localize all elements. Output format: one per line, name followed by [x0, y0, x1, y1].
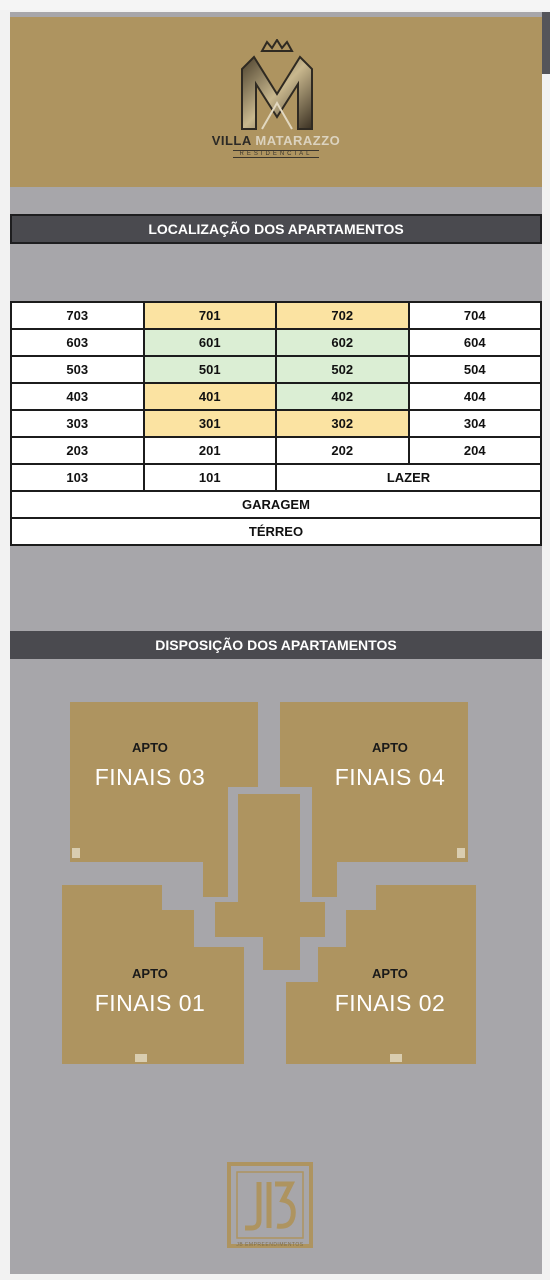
- garage-cell: GARAGEM: [11, 491, 541, 518]
- grid-cell: 702: [276, 302, 409, 329]
- unit-label-apto: APTO: [372, 966, 408, 981]
- unit-finais-04-shape: [280, 702, 468, 897]
- grid-cell: 701: [144, 302, 277, 329]
- grid-cell: 603: [11, 329, 144, 356]
- layout-section-title: DISPOSIÇÃO DOS APARTAMENTOS: [10, 631, 542, 659]
- unit-label-finais: FINAIS 01: [94, 990, 206, 1016]
- grid-cell: 302: [276, 410, 409, 437]
- grid-cell: 703: [11, 302, 144, 329]
- top-strip: [0, 0, 550, 10]
- grid-cell: 504: [409, 356, 542, 383]
- grid-cell: 503: [11, 356, 144, 383]
- grid-cell: 301: [144, 410, 277, 437]
- central-hall-shape: [215, 794, 325, 970]
- unit-label-finais: FINAIS 03: [94, 764, 206, 790]
- floor-plan-drawing: [10, 12, 542, 1274]
- grid-cell: 502: [276, 356, 409, 383]
- grid-cell: 604: [409, 329, 542, 356]
- grid-cell: 203: [11, 437, 144, 464]
- grid-cell: 403: [11, 383, 144, 410]
- unit-label-apto: APTO: [132, 966, 168, 981]
- grid-cell: 602: [276, 329, 409, 356]
- grid-cell: 103: [11, 464, 144, 491]
- ground-floor-cell: TÉRREO: [11, 518, 541, 545]
- grid-cell: 404: [409, 383, 542, 410]
- unit-label-apto: APTO: [132, 740, 168, 755]
- grid-cell: 304: [409, 410, 542, 437]
- grid-cell: 202: [276, 437, 409, 464]
- brand-name: VILLA MATARAZZO: [211, 133, 341, 148]
- unit-label-apto: APTO: [372, 740, 408, 755]
- brand-subtitle: RESIDENCIAL: [10, 151, 542, 157]
- location-section-title: LOCALIZAÇÃO DOS APARTAMENTOS: [10, 214, 542, 244]
- footer-caption: JB EMPREENDIMENTOS: [236, 1242, 304, 1248]
- grid-cell: 201: [144, 437, 277, 464]
- grid-cell: 401: [144, 383, 277, 410]
- grid-cell: 204: [409, 437, 542, 464]
- leisure-cell: LAZER: [276, 464, 541, 491]
- grid-cell: 601: [144, 329, 277, 356]
- unit-label-finais: FINAIS 02: [334, 990, 446, 1016]
- unit-label-finais: FINAIS 04: [334, 764, 446, 790]
- grid-cell: 101: [144, 464, 277, 491]
- grid-cell: 704: [409, 302, 542, 329]
- grid-cell: 303: [11, 410, 144, 437]
- grid-cell: 402: [276, 383, 409, 410]
- unit-finais-03-shape: [70, 702, 258, 897]
- scroll-indicator[interactable]: [542, 12, 550, 74]
- grid-cell: 501: [144, 356, 277, 383]
- floor-plan-poster: [10, 12, 542, 1274]
